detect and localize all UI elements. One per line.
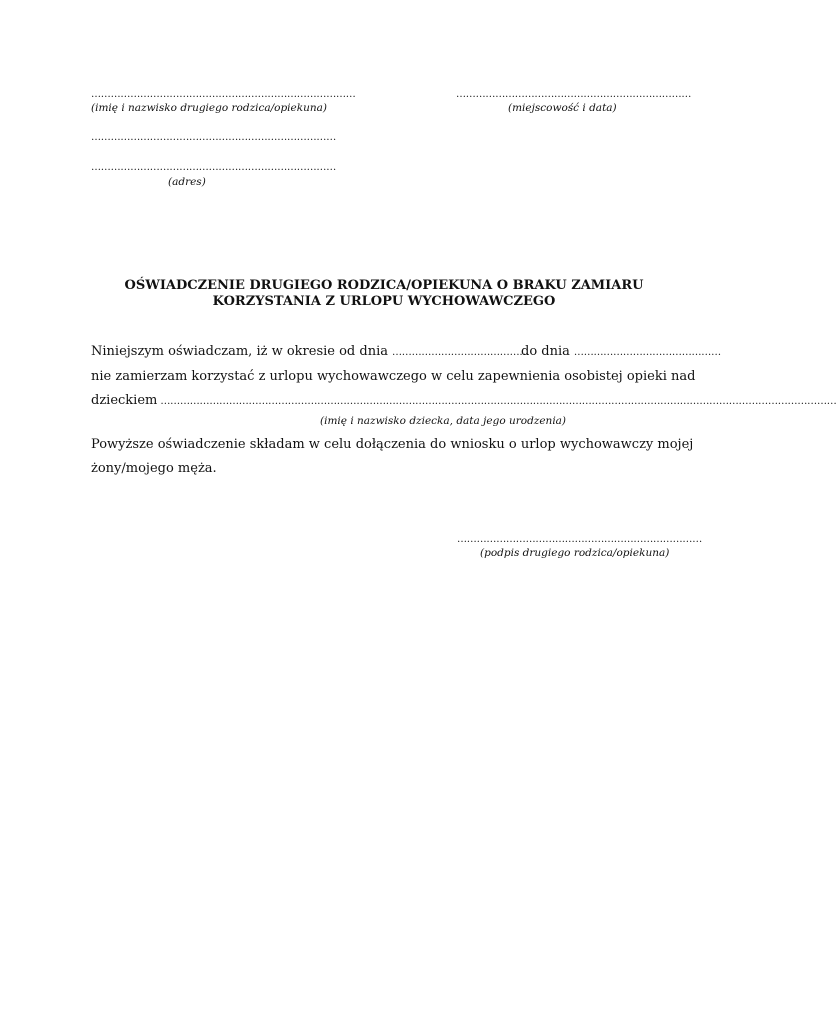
place-date-caption: (miejscowość i data): [508, 102, 617, 114]
signature-caption: (podpis drugiego rodzica/opiekuna): [480, 547, 670, 559]
statement-intro-text: Niniejszym oświadczam, iż w okresie od dnia: [91, 344, 388, 359]
statement-line-2: nie zamierzam korzystać z urlopu wychowawczego w celu zapewnienia osobistej opieki nad: [91, 369, 696, 384]
statement-line-3: [91, 391, 837, 412]
address-field-dots-1: …………………………………………………………………: [91, 132, 337, 143]
date-to-label: do dnia: [521, 344, 570, 359]
name-field-dots: ………………………………………………………………………: [91, 89, 356, 100]
child-field-dots: ………………………………………………………………………………………………………………………………………………………………………………………: [160, 396, 837, 407]
statement-line-1: [91, 342, 721, 363]
name-field-caption: (imię i nazwisko drugiego rodzica/opiekuna): [91, 102, 327, 114]
address-caption: (adres): [168, 176, 206, 188]
signature-field-dots: …………………………………………………………………: [457, 534, 703, 545]
statement-line-4: Powyższe oświadczenie składam w celu dołączenia do wniosku o urlop wychowawczy mojej: [91, 437, 694, 452]
place-date-field-dots: ………………………………………………………………: [456, 89, 692, 100]
date-from-dots: ……………………………………: [392, 347, 530, 358]
date-to-dots: ………………………………………: [573, 347, 721, 358]
statement-line-5: żony/mojego męża.: [91, 461, 217, 476]
address-field-dots-2: …………………………………………………………………: [91, 162, 337, 173]
document-title-line-2: KORZYSTANIA Z URLOPU WYCHOWAWCZEGO: [212, 294, 556, 309]
document-title-line-1: OŚWIADCZENIE DRUGIEGO RODZICA/OPIEKUNA O BRAKU ZAMIARU: [124, 278, 644, 293]
child-caption: (imię i nazwisko dziecka, data jego urodzenia): [320, 415, 567, 427]
child-label: dzieckiem: [91, 393, 158, 408]
